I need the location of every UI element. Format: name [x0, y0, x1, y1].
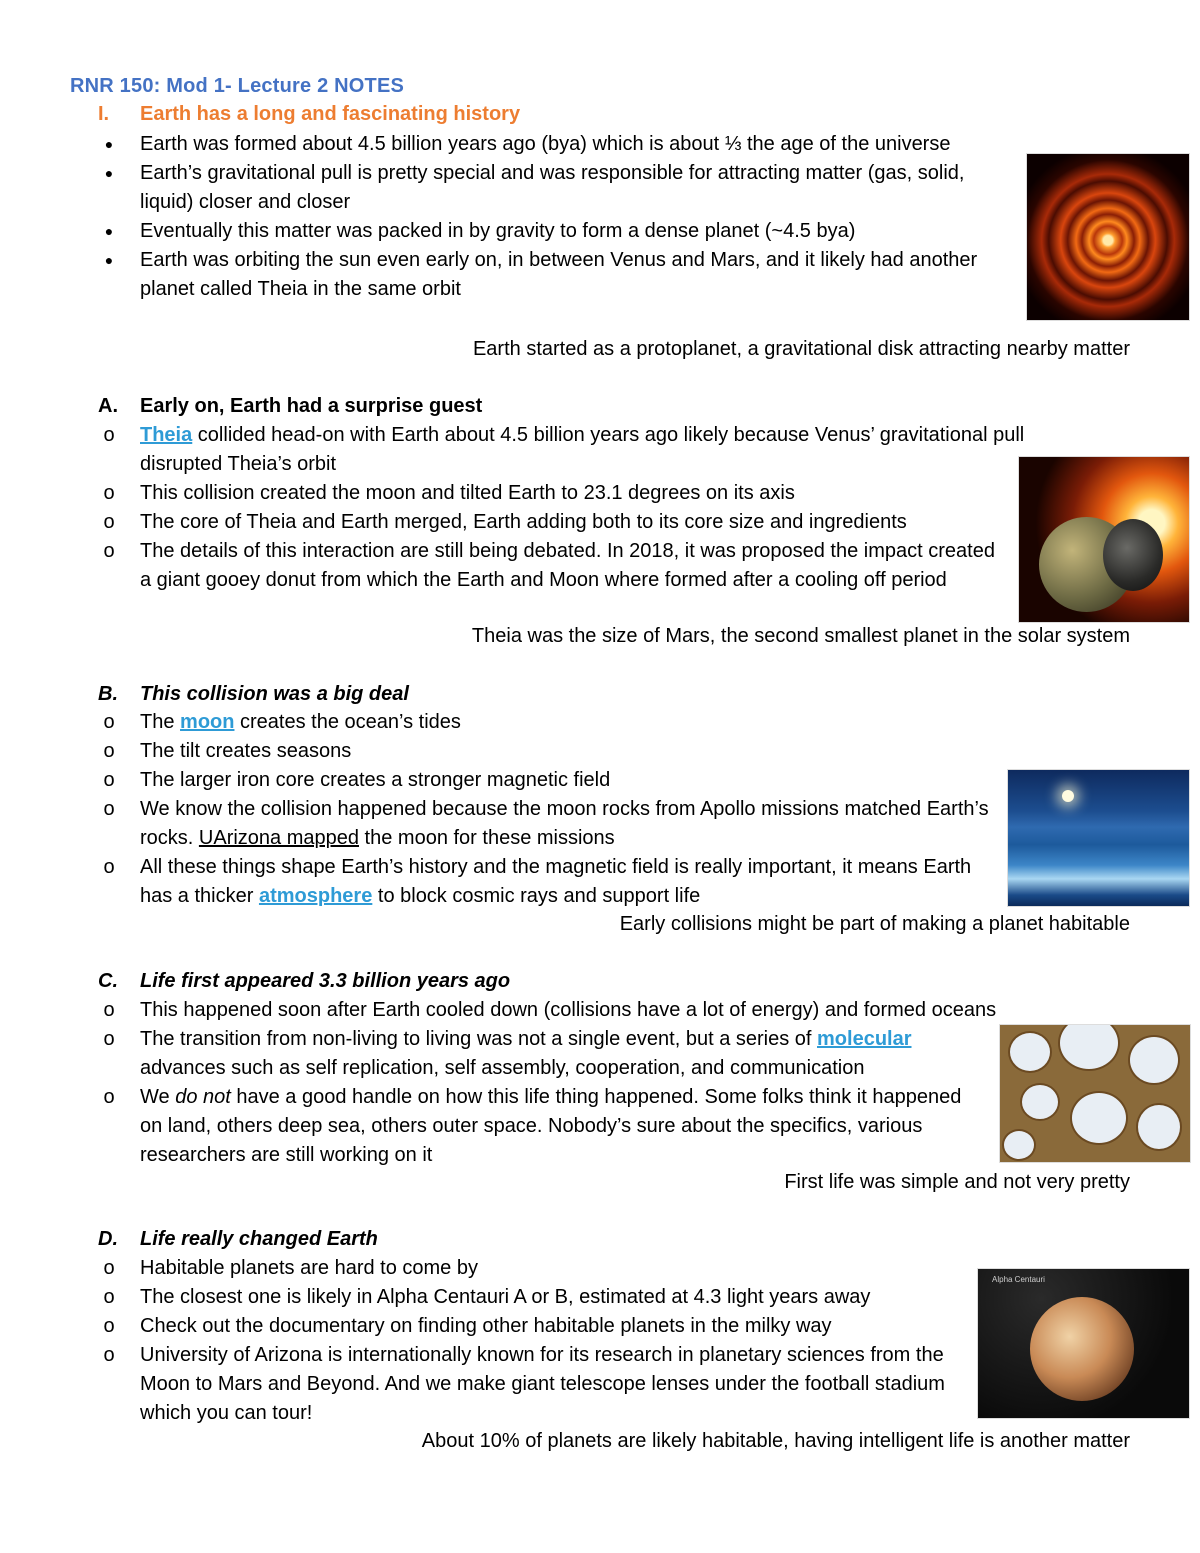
circle-bullet-icon: o [103, 511, 115, 533]
list-item: ● Earth was orbiting the sun even early on, in between Venus and Mars, and it likely had another planet called Theia in the same orbit [98, 246, 998, 304]
list-item: o University of Arizona is internationally known for its research in planetary sciences from the Moon to Mars and Beyond. And we make giant telescope lenses under the football stadium which you can tour! [98, 1341, 958, 1428]
circle-bullet-icon: o [103, 798, 115, 820]
list-item: o Theia collided head-on with Earth about 4.5 billion years ago likely because Venus’ gravitational pull disrupted Theia’s orbit [98, 421, 1108, 479]
list-item: o The tilt creates seasons [98, 737, 998, 766]
image-caption: Theia was the size of Mars, the second smallest planet in the solar system [471, 625, 1130, 647]
list-section-d [98, 1254, 958, 1428]
ocean-tides-image [1007, 769, 1190, 907]
alpha-centauri-planet-image [977, 1268, 1190, 1419]
list-item: ● Earth was formed about 4.5 billion years ago (bya) which is about ⅓ the age of the universe [98, 130, 998, 159]
theia-link[interactable]: Theia [140, 424, 193, 446]
moon-link[interactable]: moon [180, 711, 235, 733]
image-caption: Earth started as a protoplanet, a gravitational disk attracting nearby matter [472, 338, 1130, 360]
list-item: o The core of Theia and Earth merged, Earth adding both to its core size and ingredients [98, 508, 998, 537]
list-item: ● Eventually this matter was packed in by gravity to form a dense planet (~4.5 bya) [98, 217, 998, 246]
section-heading-b: B. This collision was a big deal [98, 683, 409, 705]
list-item: o All these things shape Earth’s history and the magnetic field is really important, it means Earth has a thicker atmosphere to block cosmic rays and support life [98, 853, 998, 911]
bullet-icon: ● [104, 136, 114, 152]
circle-bullet-icon: o [103, 999, 115, 1021]
list-item: o The moon creates the ocean’s tides [98, 708, 998, 737]
atmosphere-link[interactable]: atmosphere [258, 885, 373, 907]
bullet-icon: ● [104, 165, 114, 181]
list-section-a-cont [98, 479, 998, 595]
list-section-a [98, 421, 1108, 479]
list-item: o The closest one is likely in Alpha Centauri A or B, estimated at 4.3 light years away [98, 1283, 958, 1312]
circle-bullet-icon: o [103, 711, 115, 733]
list-item: o This happened soon after Earth cooled down (collisions have a lot of energy) and formed oceans [98, 996, 1108, 1025]
list-item: o Habitable planets are hard to come by [98, 1254, 958, 1283]
collision-image [1018, 456, 1190, 623]
list-item: o The transition from non-living to living was not a single event, but a series of molecular advances such as self replication, self assembly, cooperation, and communication [98, 1025, 978, 1083]
uarizona-mapped-link[interactable]: UArizona mapped [198, 827, 359, 849]
circle-bullet-icon: o [103, 1086, 115, 1108]
page-title: RNR 150: Mod 1- Lecture 2 NOTES [70, 75, 405, 97]
bullet-icon: ● [104, 223, 114, 239]
list-item: o This collision created the moon and tilted Earth to 23.1 degrees on its axis [98, 479, 998, 508]
circle-bullet-icon: o [103, 540, 115, 562]
circle-bullet-icon: o [103, 1286, 115, 1308]
section-heading-a: A. Early on, Earth had a surprise guest [98, 395, 483, 417]
molecular-link[interactable]: molecular [817, 1028, 912, 1050]
circle-bullet-icon: o [103, 482, 115, 504]
early-life-microbes-image [999, 1024, 1191, 1163]
list-item: o We do not have a good handle on how this life thing happened. Some folks think it happened on land, others deep sea, others outer space. Nobody’s sure about the specifics, various researchers are still working on it [98, 1083, 978, 1170]
list-section-c-cont [98, 1025, 978, 1170]
image-caption: About 10% of planets are likely habitable, having intelligent life is another matter [421, 1430, 1130, 1452]
list-item: o The details of this interaction are still being debated. In 2018, it was proposed the impact created a giant gooey donut from which the Earth and Moon where formed after a cooling off period [98, 537, 998, 595]
circle-bullet-icon: o [103, 740, 115, 762]
list-item: o We know the collision happened because the moon rocks from Apollo missions matched Earth’s rocks. UArizona mapped the moon for these missions [98, 795, 998, 853]
circle-bullet-icon: o [103, 1028, 115, 1050]
list-item: o The larger iron core creates a stronger magnetic field [98, 766, 998, 795]
protoplanetary-disk-image [1026, 153, 1190, 321]
section-heading-text: Earth has a long and fascinating history [140, 103, 521, 125]
bullet-list-section-1 [98, 130, 998, 304]
section-number: I. [98, 103, 110, 125]
section-heading-1 [98, 100, 520, 129]
circle-bullet-icon: o [103, 1344, 115, 1366]
image-label: Alpha Centauri [992, 1275, 1045, 1284]
section-heading-c: C. Life first appeared 3.3 billion years ago [98, 970, 511, 992]
list-item: o Check out the documentary on finding other habitable planets in the milky way [98, 1312, 958, 1341]
circle-bullet-icon: o [103, 769, 115, 791]
circle-bullet-icon: o [103, 1257, 115, 1279]
image-caption: Early collisions might be part of making a planet habitable [619, 913, 1130, 935]
circle-bullet-icon: o [103, 856, 115, 878]
list-section-c [98, 996, 1108, 1025]
list-item: ● Earth’s gravitational pull is pretty special and was responsible for attracting matter (gas, solid, liquid) closer and closer [98, 159, 998, 217]
list-section-b [98, 708, 998, 911]
circle-bullet-icon: o [103, 424, 115, 446]
bullet-icon: ● [104, 252, 114, 268]
image-caption: First life was simple and not very pretty [784, 1171, 1130, 1193]
circle-bullet-icon: o [103, 1315, 115, 1337]
section-heading-d: D. Life really changed Earth [98, 1228, 378, 1250]
